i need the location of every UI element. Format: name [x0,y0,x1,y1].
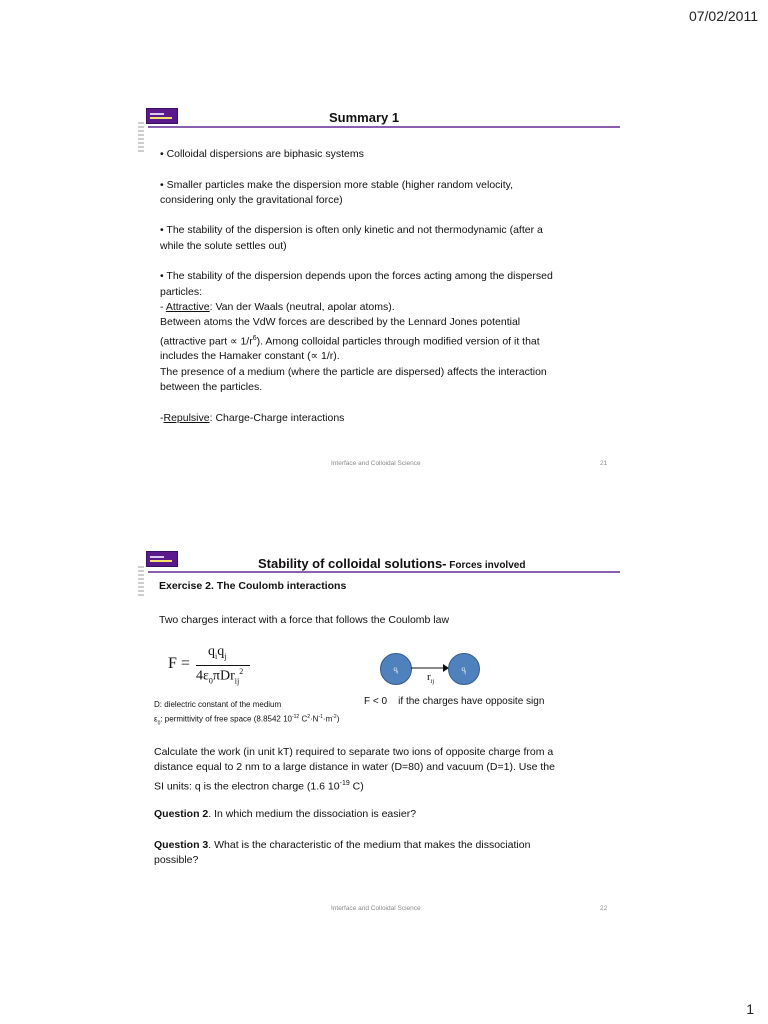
question-2: Question 2. In which medium the dissociation is easier? [154,808,417,820]
intro-text: Two charges interact with a force that follows the Coulomb law [159,614,450,626]
question-3: Question 3. What is the characteristic of the medium that makes the dissociation possible? [154,839,531,867]
slide-footer: Interface and Colloidal Science [331,905,421,912]
university-logo [146,551,178,567]
bullet: • Colloidal dispersions are biphasic systems [160,148,364,160]
bullet: • The stability of the dispersion is often only kinetic and not thermodynamic (after a [160,224,543,237]
dielectric-definition: D: dielectric constant of the medium [154,700,282,709]
slide-title: Summary 1 [329,110,400,125]
slide-footer: Interface and Colloidal Science [331,460,421,467]
sign-note: F < 0 if the charges have opposite sign [364,696,545,707]
slide-title: Stability of colloidal solutions- Forces involved [258,556,526,571]
document-date: 07/02/2011 [688,8,758,24]
bullet: • The stability of the dispersion depends upon the forces acting among the dispersed [160,270,553,283]
slide-number: 22 [600,905,608,912]
distance-label: $r_{ij}$ [427,671,435,686]
bullet-cont: while the solute settles out) [160,239,287,252]
bullet: • Smaller particles make the dispersion more stable (higher random velocity, [160,178,514,191]
repulsive-line: -Repulsive: Charge-Charge interactions [160,411,345,424]
calculation-text: Calculate the work (in unit kT) required to separate two ions of opposite charge from a distance equal to 2 nm to a large distance in water (D=80) and vacuum (D=1). Use the SI units: q is the electron charge (1.6 $10^{-19}$ C) [154,746,555,793]
charge-qj-circle: $q_j$ [448,653,480,685]
exercise-heading: Exercise 2. The Coulomb interactions [159,580,347,592]
vdw-line: includes the Hamaker constant (∝ 1/r). [160,350,340,363]
vdw-line: Between atoms the VdW forces are described by the Lennard Jones potential [160,316,521,329]
bullet-cont: considering only the gravitational force) [160,193,343,206]
permittivity-definition: $\varepsilon_0$: permittivity of free space (8.8542 $10^{-12}$ $C^2\cdot N^{-1}\cdot m^{-2}$) [154,714,340,727]
medium-line: The presence of a medium (where the particle are dispersed) affects the interaction [160,365,547,378]
title-rule [148,571,620,573]
page-number: 1 [746,1001,754,1017]
vdw-line: (attractive part ∝ $1/r^6$). Among colloidal particles through modified version of it that [160,334,540,348]
slide-number: 21 [600,460,608,467]
attractive-line: - Attractive: Van der Waals (neutral, apolar atoms). [160,300,395,313]
coulomb-formula: F = $q_iq_j$ $4\varepsilon_0\pi Dr_{ij}^2$ [168,641,268,693]
medium-line: between the particles. [160,380,263,393]
bullet-cont: particles: [160,285,203,298]
charge-qi-circle: $q_i$ [380,653,412,685]
university-crest [138,566,144,598]
